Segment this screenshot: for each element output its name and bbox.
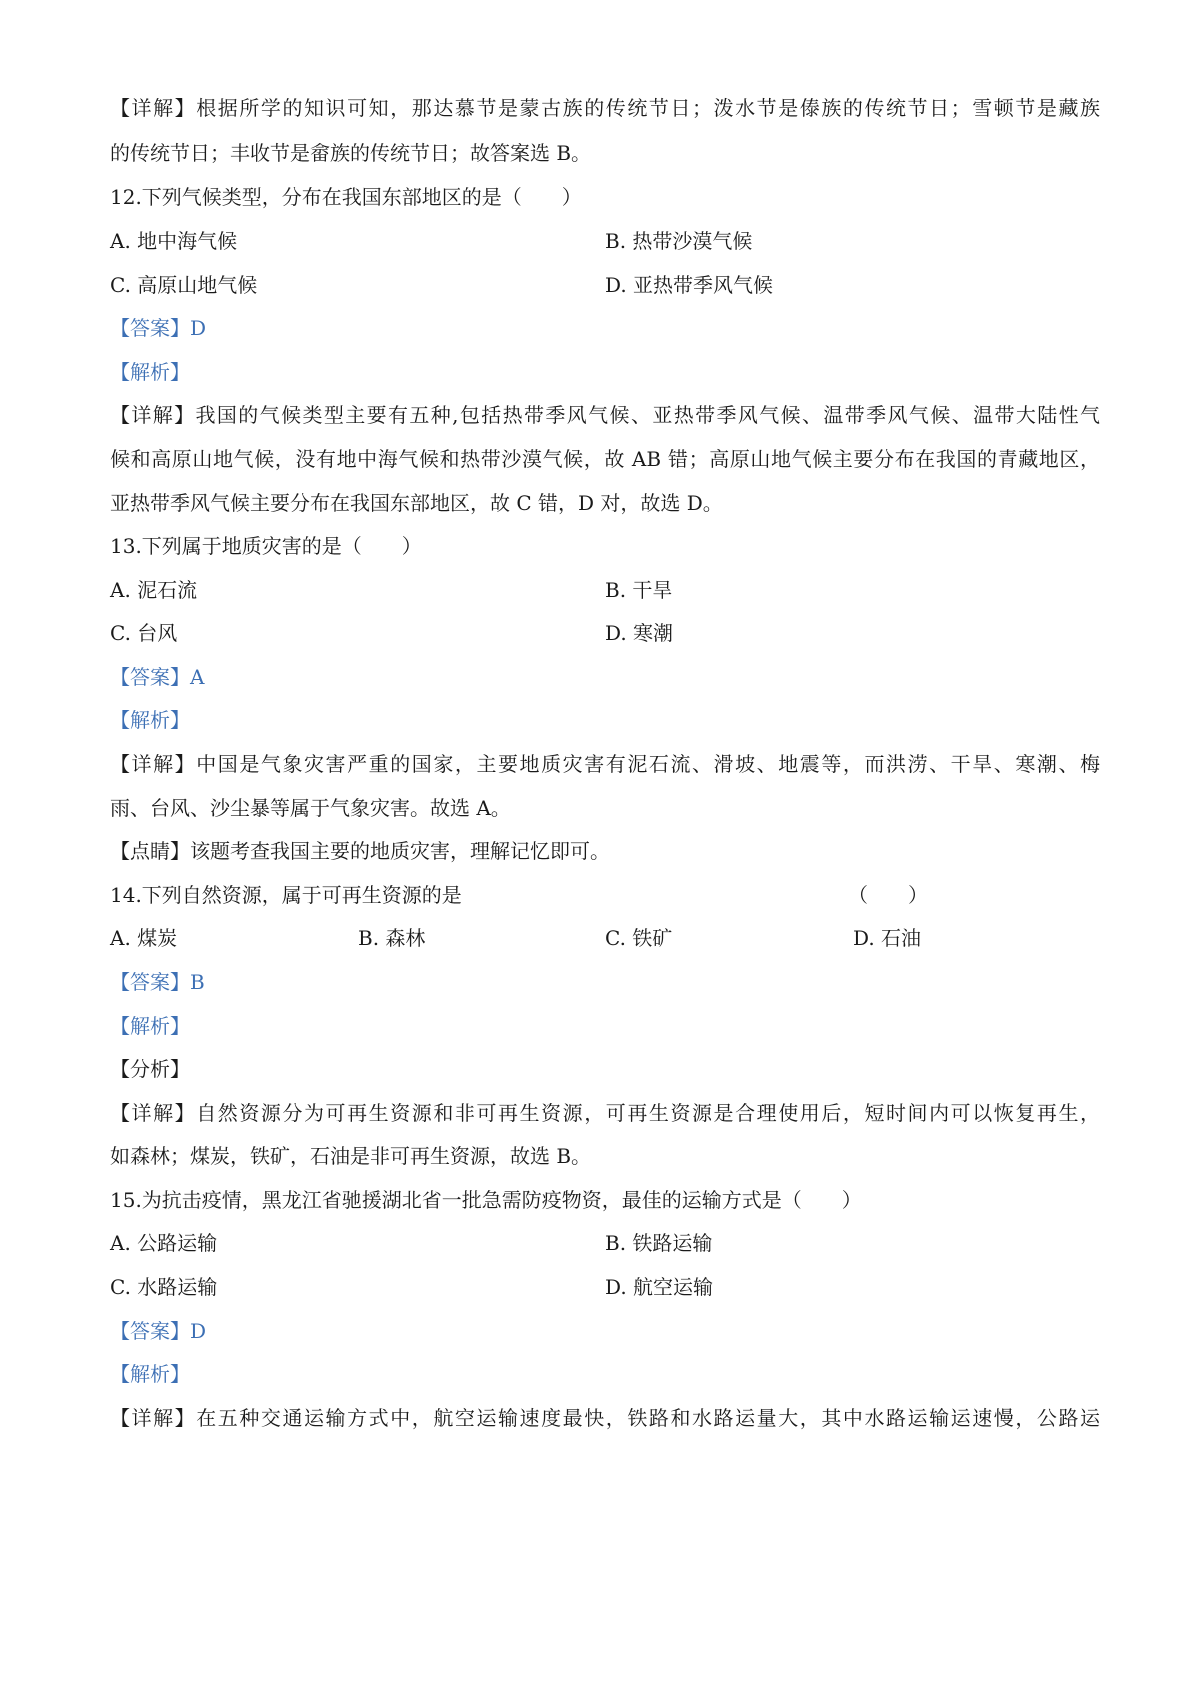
q12-option-c: C. 高原山地气候 [110, 273, 258, 297]
q13-option-b: B. 干旱 [605, 578, 673, 602]
q15-option-a: A. 公路运输 [110, 1231, 218, 1255]
q12-option-d: D. 亚热带季风气候 [605, 273, 774, 297]
q15-answer: 【答案】D [110, 1319, 207, 1343]
q12-detail-line: 亚热带季风气候主要分布在我国东部地区，故 C 错，D 对，故选 D。 [110, 491, 723, 515]
q13-analysis-label: 【解析】 [110, 708, 190, 732]
paragraph-line: 的传统节日；丰收节是畲族的传统节日；故答案选 B。 [110, 141, 592, 165]
q14-answer-paren: （ ） [848, 883, 928, 907]
question-14-stem: 14.下列自然资源，属于可再生资源的是 [110, 883, 462, 907]
q14-option-c: C. 铁矿 [605, 926, 673, 950]
paragraph-line: 【详解】根据所学的知识可知，那达慕节是蒙古族的传统节日；泼水节是傣族的传统节日；雪顿节是藏族 [110, 96, 1100, 120]
q13-answer: 【答案】A [110, 665, 205, 689]
q15-analysis-label: 【解析】 [110, 1362, 190, 1386]
q14-option-d: D. 石油 [853, 926, 922, 950]
q14-detail-line: 【详解】自然资源分为可再生资源和非可再生资源，可再生资源是合理使用后，短时间内可以恢复再生， [110, 1101, 1100, 1125]
q14-fenxi-label: 【分析】 [110, 1057, 190, 1081]
q12-detail-line: 候和高原山地气候，没有地中海气候和热带沙漠气候，故 AB 错；高原山地气候主要分布在我国的青藏地区， [110, 447, 1100, 471]
q14-answer: 【答案】B [110, 970, 205, 994]
q15-option-b: B. 铁路运输 [605, 1231, 713, 1255]
q14-option-b: B. 森林 [358, 926, 426, 950]
q12-option-a: A. 地中海气候 [110, 229, 238, 253]
q12-detail-line: 【详解】我国的气候类型主要有五种,包括热带季风气候、亚热带季风气候、温带季风气候、温带大陆性气 [110, 403, 1100, 427]
question-15-stem: 15.为抗击疫情，黑龙江省驰援湖北省一批急需防疫物资，最佳的运输方式是（ ） [110, 1188, 862, 1212]
q14-analysis-label: 【解析】 [110, 1014, 190, 1038]
q12-option-b: B. 热带沙漠气候 [605, 229, 753, 253]
q13-detail-line: 雨、台风、沙尘暴等属于气象灾害。故选 A。 [110, 796, 511, 820]
q14-option-a: A. 煤炭 [110, 926, 178, 950]
question-13-stem: 13.下列属于地质灾害的是（ ） [110, 534, 422, 558]
q13-remark: 【点睛】该题考查我国主要的地质灾害，理解记忆即可。 [110, 839, 610, 863]
q13-option-d: D. 寒潮 [605, 621, 674, 645]
q15-option-d: D. 航空运输 [605, 1275, 714, 1299]
q14-detail-line: 如森林；煤炭，铁矿，石油是非可再生资源，故选 B。 [110, 1144, 592, 1168]
question-12-stem: 12.下列气候类型，分布在我国东部地区的是（ ） [110, 185, 582, 209]
q15-detail-line: 【详解】在五种交通运输方式中，航空运输速度最快，铁路和水路运量大，其中水路运输运速慢，公路运 [110, 1406, 1100, 1430]
q12-analysis-label: 【解析】 [110, 360, 190, 384]
q15-option-c: C. 水路运输 [110, 1275, 218, 1299]
q12-answer: 【答案】D [110, 316, 207, 340]
q13-option-c: C. 台风 [110, 621, 178, 645]
q13-detail-line: 【详解】中国是气象灾害严重的国家，主要地质灾害有泥石流、滑坡、地震等，而洪涝、干旱、寒潮、梅 [110, 752, 1100, 776]
q13-option-a: A. 泥石流 [110, 578, 198, 602]
